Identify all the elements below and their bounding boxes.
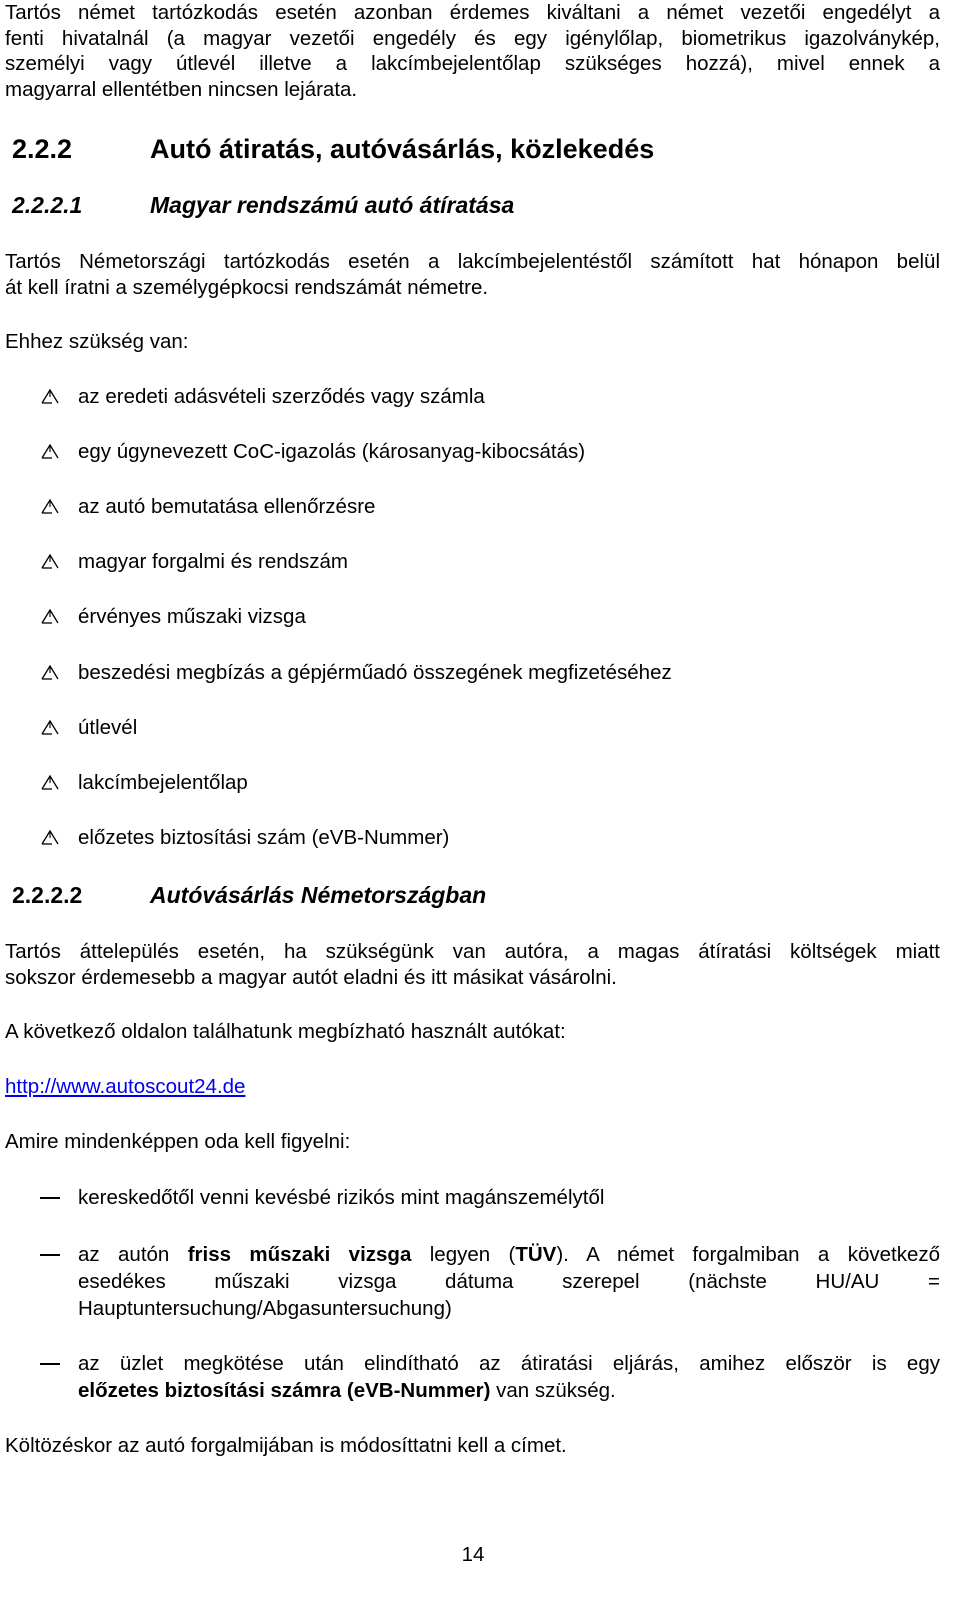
check-bullet-icon [40, 770, 60, 795]
dash-bullet-icon [40, 1363, 60, 1365]
attention-intro: Amire mindenképpen oda kell figyelni: [5, 1130, 351, 1153]
closing-paragraph: Költözéskor az autó forgalmijában is módosíttatni kell a címet. [5, 1434, 567, 1457]
page-number: 14 [461, 1543, 485, 1566]
heading-2-2-2-1: 2.2.2.1 Magyar rendszámú autó átíratása [12, 192, 515, 218]
document-page: Tartós német tartózkodás esetén azonban érdemes kiváltani a német vezetői engedélyt a fenti hivatalnál (a magyar vezetői engedély és egy igénylőlap, biometrikus igazolványkép, személyi vagy útlevél illetve a lakcímbejelentőlap szükséges hozzá), mivel ennek a magyarral ellentétben nincsen lejárata. 2.2.2 Autó átiratás, autóvásárlás, közlekedés 2.2.2.1 Magyar rendszámú autó átíratása Tartós Németországi tartózkodás esetén a lakcímbejelentéstől számított hat hónapon belül át kell íratni a személygépkocsi rendszámát németre. Ehhez szükség van: az eredeti adásvételi szerződés vagy számla egy úgynevezett CoC-igazolás (károsanyag-kibocsátás) az autó bemutatása ellenőrzésre magyar forgalmi és rendszám érvényes műszaki vizsga beszedési megbízás a gépjérműadó összegének megfizetéséhez útlevél lakcímbejelentőlap előzetes biztosítási szám (eVB-Nummer) 2.2.2.2 Autóvásárlás Németországban Tartós áttelepülés esetén, ha szükségünk van autóra, a magas átíratási költségek miatt sokszor érdemesebb a magyar autót eladni és itt másikat vásárolni. A következő oldalon találhatunk megbízható használt autókat: http://www.autoscout24.de Amire mindenképpen oda kell figyelni: kereskedőtől venni kevésbé rizikós mint magánszemélytől az autón friss műszaki vizsga legyen (TÜV). A német forgalmiban a következő esedékes műszaki vizsga dátuma szerepel (nächste HU/AU = Hauptuntersuchung/Abgasuntersuchung) az üzlet megkötése után elindítható az átiratási eljárás, amihez először is egy előzetes biztosítási számra (eVB-Nummer) van szükség. Költözéskor az autó forgalmijában is módosíttatni kell a címet. 14 [0, 0, 960, 1599]
registration-paragraph: Tartós Németországi tartózkodás esetén a lakcímbejelentéstől számított hat hónapon belül át kell íratni a személygépkocsi rendszámát németre. [5, 250, 940, 299]
link-paragraph [5, 1074, 940, 1100]
check-bullet-icon [40, 825, 60, 850]
car-buying-paragraph: Tartós áttelepülés esetén, ha szükségünk van autóra, a magas átíratási költségek miatt sokszor érdemesebb a magyar autót eladni és itt másikat vásárolni. [5, 940, 940, 989]
autoscout-link[interactable]: http://www.autoscout24.de [5, 1075, 246, 1098]
check-bullet-icon [40, 660, 60, 685]
check-bullet-icon [40, 715, 60, 740]
intro-paragraph: Tartós német tartózkodás esetén azonban érdemes kiváltani a német vezetői engedélyt a fenti hivatalnál (a magyar vezetői engedély és egy igénylőlap, biometrikus igazolványkép, személyi vagy útlevél illetve a lakcímbejelentőlap szükséges hozzá), mivel ennek a magyarral ellentétben nincsen lejárata. [5, 1, 940, 101]
heading-2-2-2-2: 2.2.2.2 Autóvásárlás Németországban [12, 882, 487, 908]
heading-2-2-2: 2.2.2 Autó átiratás, autóvásárlás, közlekedés [12, 134, 655, 164]
check-bullet-icon [40, 384, 60, 409]
check-bullet-icon [40, 604, 60, 629]
dash-bullet-icon [40, 1197, 60, 1199]
requirements-intro: Ehhez szükség van: [5, 330, 189, 353]
check-bullet-icon [40, 439, 60, 464]
dash-bullet-icon [40, 1254, 60, 1256]
used-cars-paragraph: A következő oldalon találhatunk megbízható használt autókat: [5, 1020, 566, 1043]
check-bullet-icon [40, 494, 60, 519]
check-bullet-icon [40, 549, 60, 574]
